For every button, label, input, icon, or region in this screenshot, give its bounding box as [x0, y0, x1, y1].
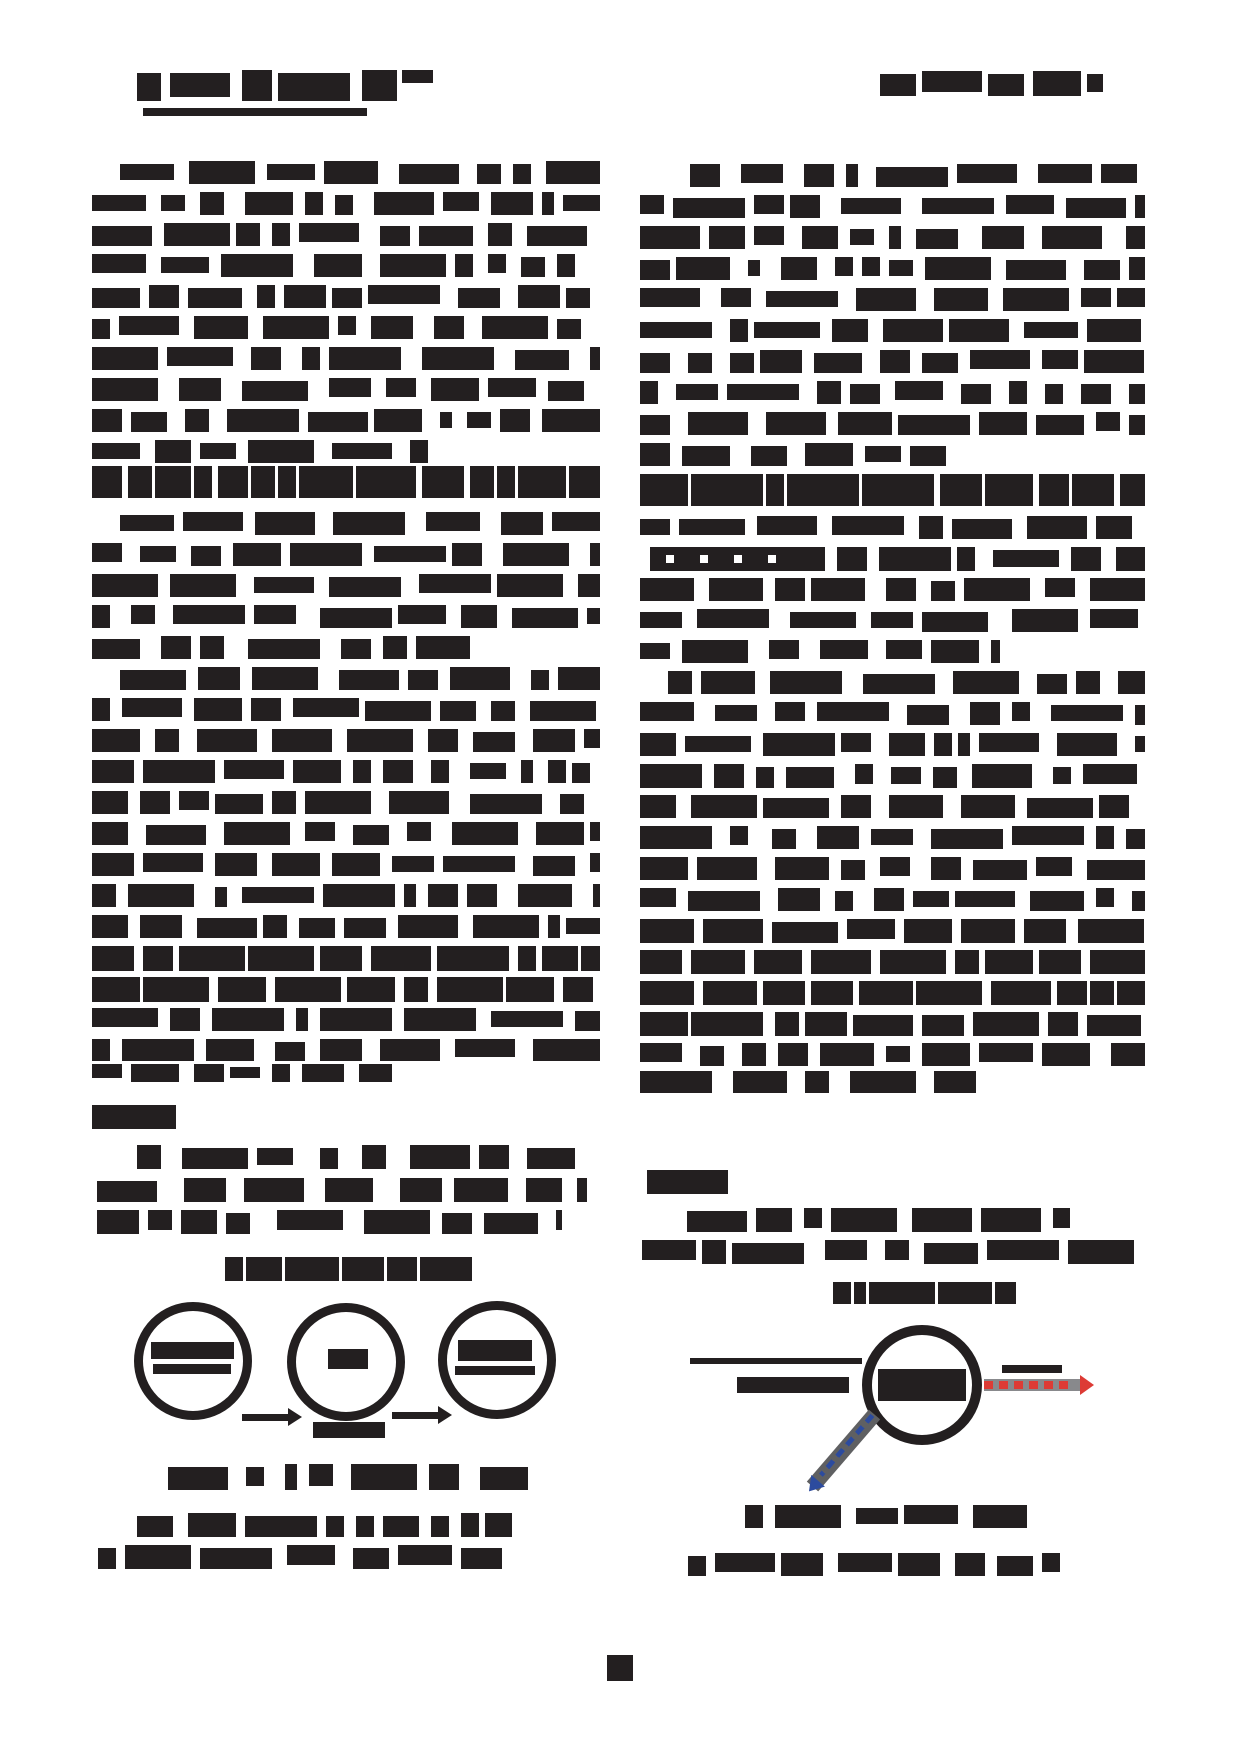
page-number-blob: [607, 1655, 633, 1681]
